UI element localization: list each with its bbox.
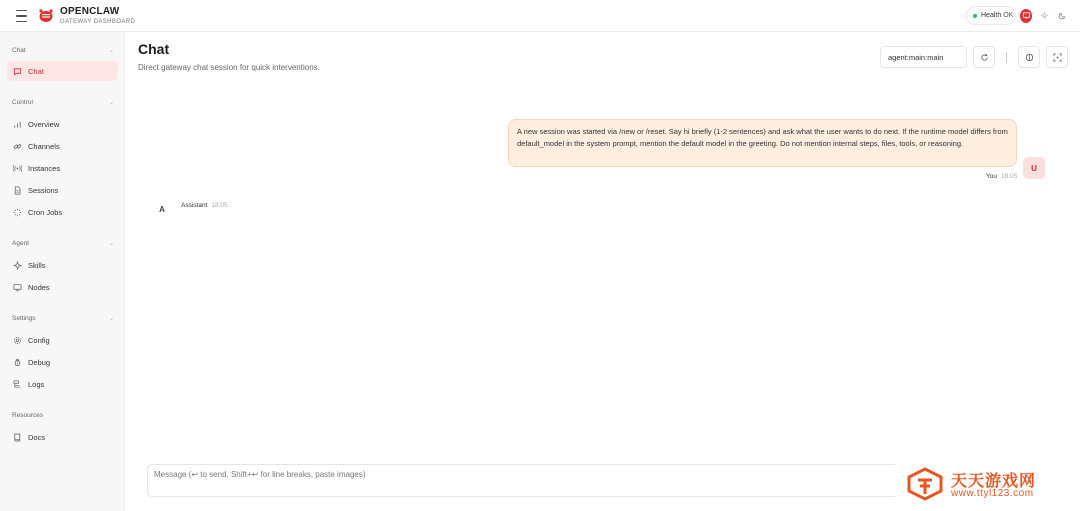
chevron-down-icon: ⌄ [108, 99, 114, 106]
top-bar [0, 0, 1080, 32]
sidebar-item-logs[interactable] [7, 374, 118, 394]
theme-light-button[interactable] [1038, 9, 1050, 23]
chat-icon [13, 67, 22, 76]
main-content [126, 32, 1080, 511]
sparkle-icon [13, 261, 22, 270]
section-agent[interactable] [12, 237, 114, 249]
menu-icon[interactable] [16, 10, 27, 22]
focus-mode-button[interactable] [1046, 46, 1068, 68]
status-dot-icon [973, 14, 977, 18]
bug-icon [13, 358, 22, 367]
openclaw-logo [38, 8, 54, 24]
sidebar-item-debug[interactable] [7, 352, 118, 372]
chevron-down-icon: ⌄ [108, 315, 114, 322]
radio-icon [13, 164, 22, 173]
sidebar [0, 32, 125, 511]
assistant-message-meta [181, 202, 228, 209]
toolbar-divider [1006, 52, 1007, 63]
thinking-toggle-button[interactable] [1018, 46, 1040, 68]
user-timestamp: 18:05 [1000, 173, 1018, 180]
message-input[interactable] [154, 470, 894, 484]
session-select[interactable]: agent:main:main [880, 46, 967, 68]
sidebar-item-docs[interactable] [7, 427, 118, 447]
section-label: Settings [12, 314, 36, 322]
health-badge [966, 6, 1016, 25]
user-avatar: U [1023, 157, 1045, 179]
focus-icon [1053, 53, 1062, 62]
theme-toggle [1020, 7, 1068, 24]
brand [60, 7, 135, 25]
sidebar-item-label: Debug [28, 357, 51, 367]
section-chat[interactable] [12, 44, 114, 56]
sidebar-item-channels[interactable] [7, 136, 118, 156]
moon-icon [1058, 11, 1067, 20]
logs-icon [13, 380, 22, 389]
watermark-url: www.ttyl123.com [951, 488, 1034, 499]
assistant-name: Assistant [181, 202, 208, 209]
section-label: Chat [12, 46, 26, 54]
health-label: Health [981, 12, 1002, 19]
refresh-button[interactable] [973, 46, 995, 68]
sidebar-item-label: Docs [28, 432, 46, 442]
sidebar-item-config[interactable] [7, 330, 118, 350]
document-icon [13, 186, 22, 195]
assistant-timestamp: 18:05 [211, 202, 228, 209]
section-label: Control [12, 98, 33, 106]
chevron-down-icon: ⌄ [108, 240, 114, 247]
sidebar-item-label: Instances [28, 163, 61, 173]
sidebar-item-cron-jobs[interactable] [7, 202, 118, 222]
theme-system-button[interactable] [1020, 9, 1032, 23]
page-subtitle: Direct gateway chat session for quick interventions. [138, 63, 320, 72]
watermark-title: 天天游戏网 [951, 473, 1037, 490]
sidebar-item-label: Sessions [28, 185, 59, 195]
sidebar-item-label: Skills [28, 260, 46, 270]
monitor-icon [13, 283, 22, 292]
chevron-down-icon: ⌄ [108, 47, 114, 54]
sidebar-item-label: Nodes [28, 282, 50, 292]
watermark [895, 453, 1080, 511]
sidebar-item-sessions[interactable] [7, 180, 118, 200]
sidebar-item-label: Cron Jobs [28, 207, 63, 217]
section-control[interactable] [12, 96, 114, 108]
user-message-bubble: A new session was started via /new or /reset. Say hi briefly (1-2 sentences) and ask what the user wants to do next. If the runtime model differs from default_model in the system prompt, mention the default model in the greeting. Do not mention internal steps, files, tools, or reasoning. [508, 119, 1017, 167]
bar-chart-icon [13, 120, 22, 129]
sidebar-item-label: Chat [28, 66, 44, 76]
book-icon [13, 433, 22, 442]
assistant-avatar: A [159, 204, 165, 214]
gear-icon [13, 336, 22, 345]
section-settings[interactable] [12, 312, 114, 324]
sidebar-item-label: Overview [28, 119, 60, 129]
sidebar-item-nodes[interactable] [7, 277, 118, 297]
sidebar-item-label: Logs [28, 379, 45, 389]
monitor-icon [1022, 11, 1031, 20]
sidebar-item-chat[interactable] [7, 61, 118, 81]
brand-name: OPENCLAW [60, 6, 120, 17]
sidebar-item-instances[interactable] [7, 158, 118, 178]
sidebar-item-overview[interactable] [7, 114, 118, 134]
sun-icon [1040, 11, 1049, 20]
brain-icon [1025, 53, 1034, 62]
user-name: You [986, 173, 997, 180]
watermark-logo [907, 467, 943, 501]
user-message-meta [986, 173, 1017, 180]
link-icon [13, 142, 22, 151]
theme-dark-button[interactable] [1056, 9, 1068, 23]
sidebar-item-skills[interactable] [7, 255, 118, 275]
brand-subtitle: GATEWAY DASHBOARD [60, 19, 136, 25]
page-title: Chat [138, 41, 170, 57]
refresh-icon [980, 53, 989, 62]
section-label: Resources [12, 411, 44, 419]
loader-icon [13, 208, 22, 217]
sidebar-item-label: Config [28, 335, 50, 345]
sidebar-item-label: Channels [28, 141, 60, 151]
section-resources[interactable] [12, 409, 114, 421]
health-value: OK [1003, 12, 1014, 19]
section-label: Agent [12, 239, 29, 247]
